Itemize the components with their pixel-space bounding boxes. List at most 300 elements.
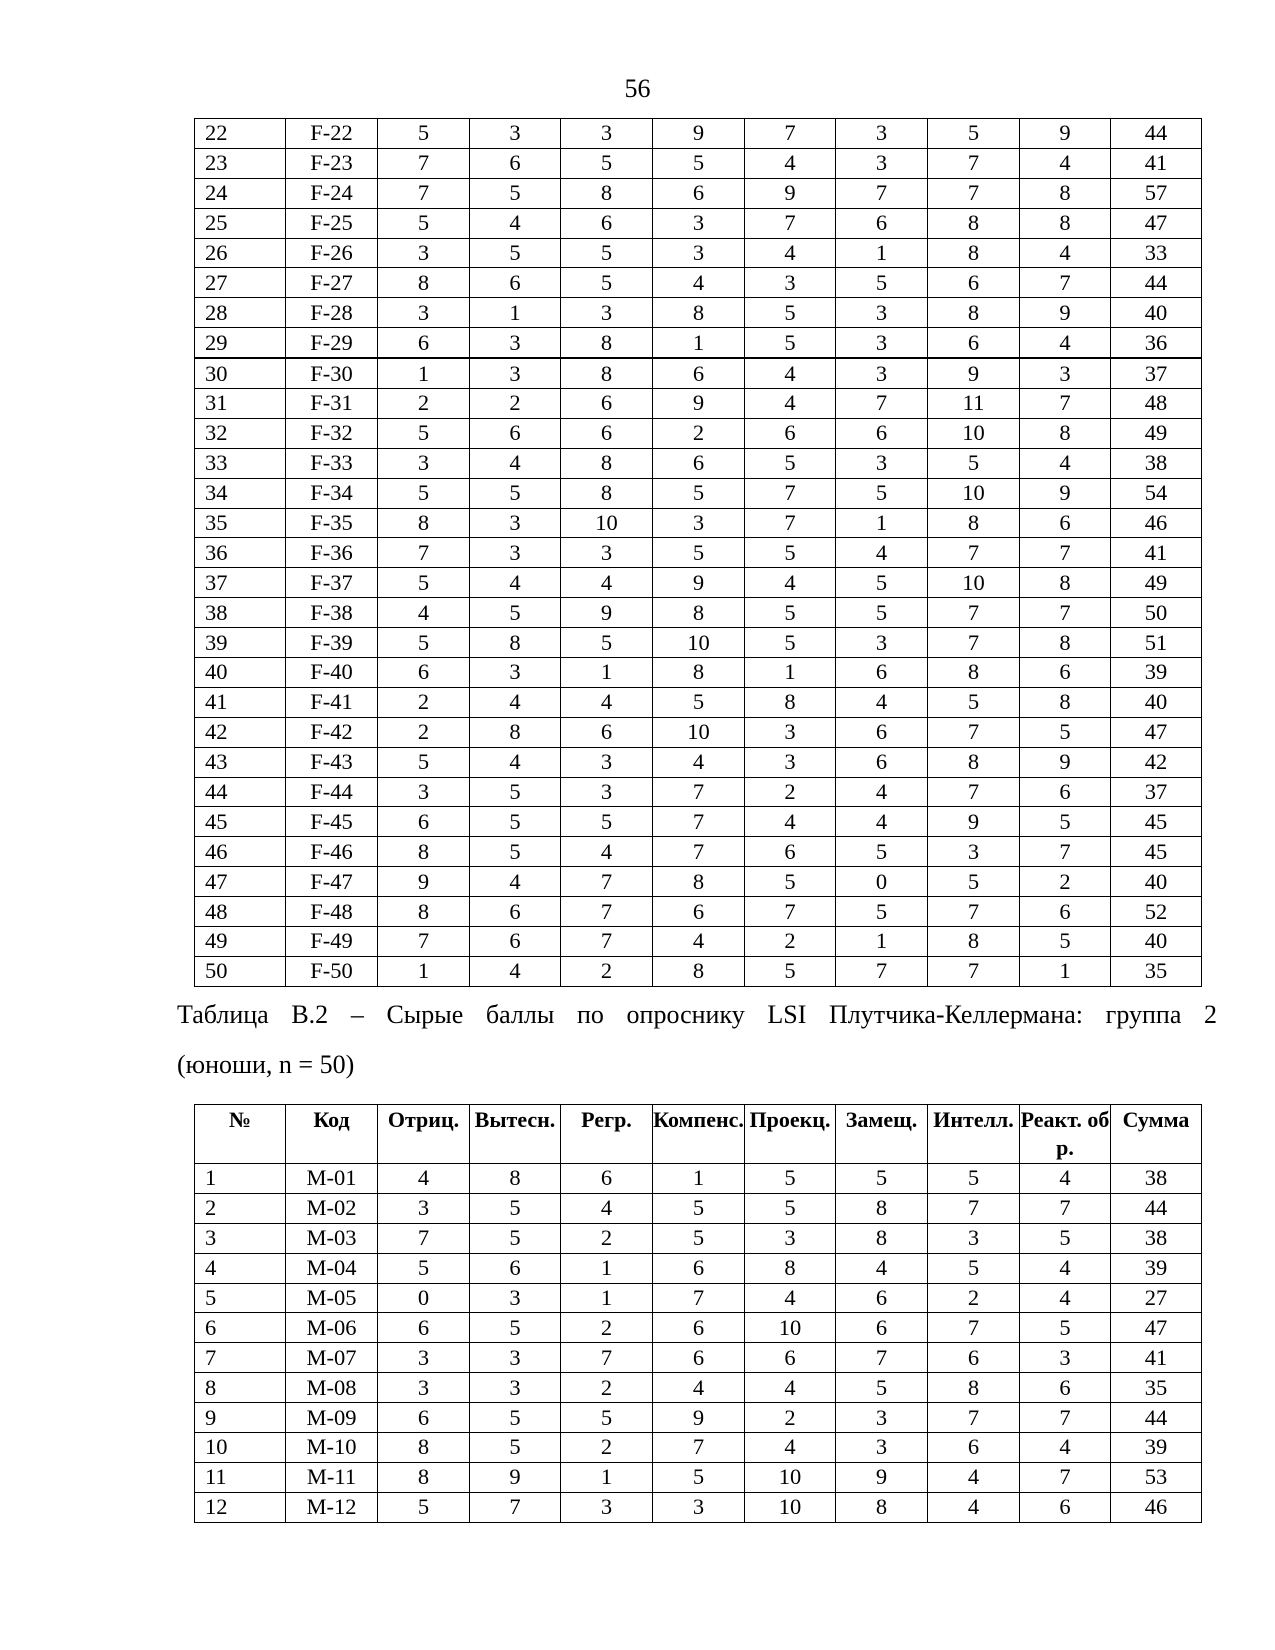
score-cell: 6 bbox=[653, 178, 745, 208]
score-cell: 1 bbox=[745, 658, 836, 688]
table-caption bbox=[177, 990, 1217, 1090]
score-cell: 8 bbox=[1020, 687, 1111, 717]
score-cell: 48 bbox=[1111, 389, 1202, 419]
score-cell: 4 bbox=[745, 568, 836, 598]
score-cell: 3 bbox=[928, 837, 1020, 867]
score-cell: 6 bbox=[378, 328, 470, 358]
row-number-cell: 44 bbox=[195, 777, 286, 807]
table-row bbox=[195, 1283, 1202, 1313]
code-cell: M-12 bbox=[286, 1492, 378, 1522]
score-cell: 6 bbox=[745, 1343, 836, 1373]
code-cell: F-39 bbox=[286, 628, 378, 658]
score-cell: 7 bbox=[561, 927, 653, 957]
score-cell: 9 bbox=[745, 178, 836, 208]
score-cell: 8 bbox=[378, 1462, 470, 1492]
score-cell: 7 bbox=[653, 1283, 745, 1313]
score-cell: 4 bbox=[470, 956, 561, 986]
score-cell: 5 bbox=[1020, 1223, 1111, 1253]
score-cell: 5 bbox=[745, 628, 836, 658]
score-cell: 7 bbox=[836, 1343, 928, 1373]
table-row bbox=[195, 208, 1202, 238]
score-cell: 5 bbox=[561, 628, 653, 658]
score-cell: 3 bbox=[653, 1492, 745, 1522]
code-cell: F-31 bbox=[286, 389, 378, 419]
score-cell: 2 bbox=[561, 1373, 653, 1403]
score-cell: 4 bbox=[1020, 328, 1111, 358]
score-cell: 40 bbox=[1111, 298, 1202, 328]
header-cell-number: № bbox=[195, 1105, 286, 1164]
score-cell: 7 bbox=[836, 389, 928, 419]
score-cell: 7 bbox=[745, 478, 836, 508]
code-cell: F-28 bbox=[286, 298, 378, 328]
code-cell: F-48 bbox=[286, 897, 378, 927]
score-cell: 3 bbox=[836, 119, 928, 149]
score-cell: 3 bbox=[378, 448, 470, 478]
score-cell: 8 bbox=[378, 837, 470, 867]
score-cell: 5 bbox=[928, 687, 1020, 717]
score-cell: 5 bbox=[928, 448, 1020, 478]
row-number-cell: 47 bbox=[195, 867, 286, 897]
score-cell: 7 bbox=[745, 119, 836, 149]
code-cell: F-27 bbox=[286, 268, 378, 298]
score-cell: 3 bbox=[928, 1223, 1020, 1253]
row-number-cell: 39 bbox=[195, 628, 286, 658]
score-cell: 0 bbox=[378, 1283, 470, 1313]
score-cell: 9 bbox=[1020, 747, 1111, 777]
score-cell: 4 bbox=[1020, 1283, 1111, 1313]
row-number-cell: 38 bbox=[195, 598, 286, 628]
score-cell: 2 bbox=[745, 1403, 836, 1433]
row-number-cell: 31 bbox=[195, 389, 286, 419]
score-cell: 10 bbox=[745, 1492, 836, 1522]
score-cell: 3 bbox=[836, 298, 928, 328]
table-row bbox=[195, 687, 1202, 717]
score-cell: 3 bbox=[745, 717, 836, 747]
score-cell: 6 bbox=[836, 1283, 928, 1313]
score-cell: 44 bbox=[1111, 119, 1202, 149]
score-cell: 4 bbox=[470, 208, 561, 238]
score-cell: 1 bbox=[1020, 956, 1111, 986]
score-cell: 6 bbox=[1020, 658, 1111, 688]
score-cell: 6 bbox=[745, 837, 836, 867]
code-cell: F-30 bbox=[286, 358, 378, 388]
score-cell: 3 bbox=[561, 119, 653, 149]
score-cell: 4 bbox=[470, 568, 561, 598]
score-cell: 9 bbox=[653, 568, 745, 598]
score-cell: 6 bbox=[653, 448, 745, 478]
score-cell: 7 bbox=[836, 956, 928, 986]
header-cell-reaction-formation: Реакт. обр. bbox=[1020, 1105, 1111, 1164]
score-cell: 40 bbox=[1111, 927, 1202, 957]
header-cell-code: Код bbox=[286, 1105, 378, 1164]
score-cell: 8 bbox=[653, 956, 745, 986]
score-cell: 4 bbox=[470, 687, 561, 717]
code-cell: F-46 bbox=[286, 837, 378, 867]
score-cell: 5 bbox=[653, 687, 745, 717]
row-number-cell: 25 bbox=[195, 208, 286, 238]
score-cell: 8 bbox=[1020, 208, 1111, 238]
score-cell: 8 bbox=[470, 717, 561, 747]
score-cell: 8 bbox=[1020, 178, 1111, 208]
score-cell: 33 bbox=[1111, 238, 1202, 268]
score-cell: 5 bbox=[836, 1373, 928, 1403]
score-cell: 4 bbox=[836, 1253, 928, 1283]
score-cell: 4 bbox=[745, 238, 836, 268]
score-cell: 1 bbox=[836, 927, 928, 957]
score-cell: 7 bbox=[561, 897, 653, 927]
score-cell: 4 bbox=[928, 1492, 1020, 1522]
score-cell: 6 bbox=[561, 208, 653, 238]
table-row bbox=[195, 1343, 1202, 1373]
code-cell: F-33 bbox=[286, 448, 378, 478]
table-row bbox=[195, 807, 1202, 837]
score-cell: 3 bbox=[561, 777, 653, 807]
score-cell: 7 bbox=[1020, 837, 1111, 867]
score-cell: 8 bbox=[470, 1164, 561, 1194]
score-cell: 7 bbox=[928, 1313, 1020, 1343]
table-row bbox=[195, 1492, 1202, 1522]
row-number-cell: 11 bbox=[195, 1462, 286, 1492]
score-cell: 4 bbox=[745, 148, 836, 178]
score-cell: 10 bbox=[928, 568, 1020, 598]
code-cell: M-03 bbox=[286, 1223, 378, 1253]
score-cell: 4 bbox=[561, 837, 653, 867]
score-cell: 5 bbox=[378, 1253, 470, 1283]
score-cell: 53 bbox=[1111, 1462, 1202, 1492]
score-cell: 7 bbox=[1020, 538, 1111, 568]
table-row bbox=[195, 119, 1202, 149]
score-cell: 7 bbox=[745, 508, 836, 538]
score-cell: 1 bbox=[653, 328, 745, 358]
code-cell: F-29 bbox=[286, 328, 378, 358]
score-cell: 39 bbox=[1111, 1253, 1202, 1283]
score-cell: 6 bbox=[836, 658, 928, 688]
score-cell: 7 bbox=[928, 897, 1020, 927]
row-number-cell: 12 bbox=[195, 1492, 286, 1522]
score-cell: 1 bbox=[561, 1253, 653, 1283]
score-cell: 3 bbox=[745, 747, 836, 777]
score-cell: 3 bbox=[745, 1223, 836, 1253]
score-cell: 8 bbox=[653, 658, 745, 688]
score-cell: 5 bbox=[470, 1193, 561, 1223]
table-row bbox=[195, 418, 1202, 448]
score-cell: 6 bbox=[653, 358, 745, 388]
score-cell: 6 bbox=[470, 1253, 561, 1283]
table-row bbox=[195, 927, 1202, 957]
score-cell: 5 bbox=[745, 328, 836, 358]
row-number-cell: 46 bbox=[195, 837, 286, 867]
score-cell: 47 bbox=[1111, 208, 1202, 238]
score-cell: 6 bbox=[653, 1343, 745, 1373]
score-cell: 9 bbox=[653, 1403, 745, 1433]
score-cell: 6 bbox=[745, 418, 836, 448]
score-cell: 6 bbox=[928, 1343, 1020, 1373]
raw-scores-table-group-2 bbox=[194, 1104, 1202, 1523]
score-cell: 9 bbox=[928, 807, 1020, 837]
score-cell: 5 bbox=[561, 807, 653, 837]
score-cell: 3 bbox=[561, 1492, 653, 1522]
score-cell: 6 bbox=[836, 1313, 928, 1343]
code-cell: M-02 bbox=[286, 1193, 378, 1223]
score-cell: 6 bbox=[836, 747, 928, 777]
table-row bbox=[195, 268, 1202, 298]
score-cell: 4 bbox=[1020, 1253, 1111, 1283]
score-cell: 3 bbox=[561, 747, 653, 777]
score-cell: 3 bbox=[653, 238, 745, 268]
table-row bbox=[195, 508, 1202, 538]
score-cell: 5 bbox=[561, 268, 653, 298]
table-row bbox=[195, 358, 1202, 388]
score-cell: 6 bbox=[928, 328, 1020, 358]
score-cell: 2 bbox=[745, 927, 836, 957]
score-cell: 8 bbox=[928, 508, 1020, 538]
score-cell: 1 bbox=[470, 298, 561, 328]
table-row bbox=[195, 1313, 1202, 1343]
score-cell: 1 bbox=[836, 508, 928, 538]
score-cell: 4 bbox=[745, 358, 836, 388]
table-row bbox=[195, 1403, 1202, 1433]
score-cell: 9 bbox=[1020, 298, 1111, 328]
score-cell: 8 bbox=[836, 1223, 928, 1253]
score-cell: 5 bbox=[1020, 927, 1111, 957]
score-cell: 10 bbox=[653, 628, 745, 658]
score-cell: 10 bbox=[745, 1313, 836, 1343]
score-cell: 2 bbox=[470, 389, 561, 419]
code-cell: M-06 bbox=[286, 1313, 378, 1343]
score-cell: 5 bbox=[378, 119, 470, 149]
score-cell: 2 bbox=[378, 389, 470, 419]
row-number-cell: 1 bbox=[195, 1164, 286, 1194]
row-number-cell: 35 bbox=[195, 508, 286, 538]
table-row bbox=[195, 538, 1202, 568]
score-cell: 5 bbox=[928, 119, 1020, 149]
score-cell: 6 bbox=[561, 418, 653, 448]
score-cell: 8 bbox=[928, 747, 1020, 777]
row-number-cell: 32 bbox=[195, 418, 286, 448]
score-cell: 2 bbox=[561, 1433, 653, 1463]
score-cell: 50 bbox=[1111, 598, 1202, 628]
score-cell: 7 bbox=[653, 777, 745, 807]
row-number-cell: 29 bbox=[195, 328, 286, 358]
page-number: 56 bbox=[624, 74, 651, 103]
score-cell: 4 bbox=[378, 1164, 470, 1194]
score-cell: 1 bbox=[836, 238, 928, 268]
score-cell: 40 bbox=[1111, 867, 1202, 897]
row-number-cell: 23 bbox=[195, 148, 286, 178]
row-number-cell: 48 bbox=[195, 897, 286, 927]
score-cell: 4 bbox=[1020, 238, 1111, 268]
score-cell: 51 bbox=[1111, 628, 1202, 658]
row-number-cell: 7 bbox=[195, 1343, 286, 1373]
score-cell: 4 bbox=[561, 568, 653, 598]
table-row bbox=[195, 1253, 1202, 1283]
score-cell: 5 bbox=[928, 1253, 1020, 1283]
score-cell: 0 bbox=[836, 867, 928, 897]
table-row bbox=[195, 448, 1202, 478]
row-number-cell: 26 bbox=[195, 238, 286, 268]
code-cell: F-42 bbox=[286, 717, 378, 747]
score-cell: 3 bbox=[378, 1343, 470, 1373]
code-cell: F-23 bbox=[286, 148, 378, 178]
score-cell: 3 bbox=[470, 328, 561, 358]
score-cell: 5 bbox=[836, 1164, 928, 1194]
score-cell: 7 bbox=[1020, 598, 1111, 628]
score-cell: 6 bbox=[561, 1164, 653, 1194]
header-cell-denial: Отриц. bbox=[378, 1105, 470, 1164]
score-cell: 8 bbox=[561, 478, 653, 508]
score-cell: 5 bbox=[653, 1223, 745, 1253]
score-cell: 7 bbox=[928, 628, 1020, 658]
table-row bbox=[195, 598, 1202, 628]
code-cell: M-11 bbox=[286, 1462, 378, 1492]
score-cell: 7 bbox=[1020, 1193, 1111, 1223]
score-cell: 7 bbox=[928, 178, 1020, 208]
table-row bbox=[195, 389, 1202, 419]
caption-line-1: Таблица В.2 – Сырые баллы по опроснику LSI Плутчика-Келлермана: группа 2 bbox=[177, 1000, 1217, 1029]
score-cell: 3 bbox=[470, 358, 561, 388]
score-cell: 27 bbox=[1111, 1283, 1202, 1313]
code-cell: F-49 bbox=[286, 927, 378, 957]
score-cell: 7 bbox=[928, 598, 1020, 628]
score-cell: 8 bbox=[378, 268, 470, 298]
score-cell: 5 bbox=[836, 897, 928, 927]
score-cell: 11 bbox=[928, 389, 1020, 419]
score-cell: 49 bbox=[1111, 418, 1202, 448]
score-cell: 3 bbox=[378, 238, 470, 268]
score-cell: 4 bbox=[561, 687, 653, 717]
header-cell-displacement: Замещ. bbox=[836, 1105, 928, 1164]
score-cell: 38 bbox=[1111, 1223, 1202, 1253]
score-cell: 7 bbox=[378, 927, 470, 957]
score-cell: 5 bbox=[561, 238, 653, 268]
row-number-cell: 43 bbox=[195, 747, 286, 777]
score-cell: 5 bbox=[745, 1193, 836, 1223]
score-cell: 5 bbox=[928, 867, 1020, 897]
score-cell: 8 bbox=[928, 1373, 1020, 1403]
score-cell: 5 bbox=[836, 478, 928, 508]
score-cell: 8 bbox=[836, 1193, 928, 1223]
score-cell: 9 bbox=[836, 1462, 928, 1492]
score-cell: 8 bbox=[928, 208, 1020, 238]
score-cell: 3 bbox=[1020, 1343, 1111, 1373]
score-cell: 7 bbox=[561, 867, 653, 897]
score-cell: 10 bbox=[745, 1462, 836, 1492]
score-cell: 6 bbox=[836, 717, 928, 747]
score-cell: 36 bbox=[1111, 328, 1202, 358]
score-cell: 9 bbox=[378, 867, 470, 897]
row-number-cell: 33 bbox=[195, 448, 286, 478]
table-row bbox=[195, 777, 1202, 807]
table-row bbox=[195, 658, 1202, 688]
score-cell: 5 bbox=[1020, 807, 1111, 837]
score-cell: 3 bbox=[470, 538, 561, 568]
header-cell-sum: Сумма bbox=[1111, 1105, 1202, 1164]
score-cell: 6 bbox=[928, 1433, 1020, 1463]
score-cell: 5 bbox=[653, 1462, 745, 1492]
code-cell: F-47 bbox=[286, 867, 378, 897]
row-number-cell: 3 bbox=[195, 1223, 286, 1253]
score-cell: 1 bbox=[561, 658, 653, 688]
score-cell: 5 bbox=[745, 956, 836, 986]
score-cell: 39 bbox=[1111, 658, 1202, 688]
score-cell: 6 bbox=[1020, 1373, 1111, 1403]
score-cell: 7 bbox=[928, 1403, 1020, 1433]
row-number-cell: 45 bbox=[195, 807, 286, 837]
score-cell: 7 bbox=[378, 1223, 470, 1253]
score-cell: 6 bbox=[653, 897, 745, 927]
score-cell: 4 bbox=[378, 598, 470, 628]
score-cell: 4 bbox=[836, 777, 928, 807]
score-cell: 4 bbox=[470, 867, 561, 897]
score-cell: 2 bbox=[561, 956, 653, 986]
score-cell: 3 bbox=[836, 1433, 928, 1463]
score-cell: 2 bbox=[928, 1283, 1020, 1313]
score-cell: 8 bbox=[378, 897, 470, 927]
score-cell: 7 bbox=[745, 208, 836, 238]
row-number-cell: 8 bbox=[195, 1373, 286, 1403]
row-number-cell: 49 bbox=[195, 927, 286, 957]
code-cell: M-05 bbox=[286, 1283, 378, 1313]
score-cell: 7 bbox=[836, 178, 928, 208]
score-cell: 7 bbox=[1020, 1462, 1111, 1492]
score-cell: 6 bbox=[653, 1313, 745, 1343]
score-cell: 44 bbox=[1111, 1193, 1202, 1223]
score-cell: 9 bbox=[561, 598, 653, 628]
score-cell: 3 bbox=[836, 358, 928, 388]
code-cell: F-24 bbox=[286, 178, 378, 208]
score-cell: 4 bbox=[745, 389, 836, 419]
score-cell: 41 bbox=[1111, 538, 1202, 568]
score-cell: 5 bbox=[378, 628, 470, 658]
score-cell: 1 bbox=[561, 1283, 653, 1313]
score-cell: 5 bbox=[470, 1433, 561, 1463]
score-cell: 6 bbox=[836, 208, 928, 238]
score-cell: 5 bbox=[378, 478, 470, 508]
score-cell: 6 bbox=[561, 389, 653, 419]
score-cell: 5 bbox=[470, 478, 561, 508]
header-cell-projection: Проекц. bbox=[745, 1105, 836, 1164]
table-row bbox=[195, 1373, 1202, 1403]
code-cell: M-08 bbox=[286, 1373, 378, 1403]
score-cell: 8 bbox=[653, 867, 745, 897]
score-cell: 6 bbox=[928, 268, 1020, 298]
row-number-cell: 30 bbox=[195, 358, 286, 388]
score-cell: 44 bbox=[1111, 1403, 1202, 1433]
score-cell: 46 bbox=[1111, 1492, 1202, 1522]
score-cell: 8 bbox=[928, 927, 1020, 957]
score-cell: 5 bbox=[653, 478, 745, 508]
score-cell: 7 bbox=[928, 956, 1020, 986]
code-cell: M-07 bbox=[286, 1343, 378, 1373]
table-row bbox=[195, 1223, 1202, 1253]
score-cell: 1 bbox=[653, 1164, 745, 1194]
raw-scores-table-group-1-continued bbox=[194, 118, 1202, 987]
score-cell: 3 bbox=[378, 1373, 470, 1403]
score-cell: 1 bbox=[561, 1462, 653, 1492]
score-cell: 35 bbox=[1111, 956, 1202, 986]
table-row bbox=[195, 956, 1202, 986]
score-cell: 35 bbox=[1111, 1373, 1202, 1403]
table-row bbox=[195, 148, 1202, 178]
score-cell: 3 bbox=[1020, 358, 1111, 388]
score-cell: 3 bbox=[836, 628, 928, 658]
score-cell: 3 bbox=[745, 268, 836, 298]
score-cell: 4 bbox=[653, 747, 745, 777]
score-cell: 3 bbox=[470, 658, 561, 688]
score-cell: 4 bbox=[745, 1433, 836, 1463]
score-cell: 8 bbox=[653, 298, 745, 328]
score-cell: 5 bbox=[745, 598, 836, 628]
